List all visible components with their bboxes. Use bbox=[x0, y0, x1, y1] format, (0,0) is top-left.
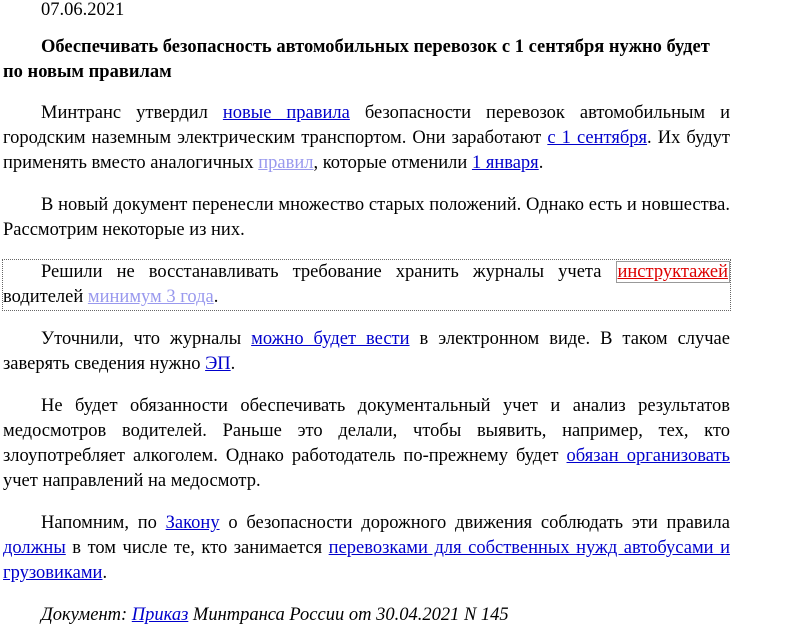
paragraph-6 bbox=[3, 511, 730, 586]
link-minimum-3-years[interactable]: минимум 3 года bbox=[87, 287, 214, 307]
link-rules[interactable]: правил bbox=[258, 153, 314, 173]
text: Уточнили, что журналы bbox=[41, 329, 252, 349]
text: , которые отменили bbox=[313, 153, 472, 173]
text: водителей bbox=[3, 287, 88, 307]
text: . bbox=[230, 354, 236, 374]
paragraph-4 bbox=[3, 327, 730, 377]
text: Документ: bbox=[41, 605, 132, 625]
text: Не будет обязанности обеспечивать документальный учет и анализ результатов медосмотров водителей. Раньше это делали, чтобы выявить, например, тех, кто злоупотребляет алкоголем. Однако работодатель по-прежнему будет bbox=[3, 396, 730, 466]
link-can-be-kept[interactable]: можно будет вести bbox=[251, 329, 410, 349]
text: . bbox=[102, 563, 108, 583]
text: в электронном виде. В таком случае заверять сведения нужно bbox=[3, 329, 730, 374]
link-own-needs-transport[interactable]: перевозками для собственных нужд автобусами и грузовиками bbox=[3, 538, 730, 583]
text: Минтранс утвердил bbox=[41, 103, 223, 123]
paragraph-2 bbox=[3, 193, 730, 243]
link-new-rules[interactable]: новые правила bbox=[222, 103, 350, 123]
text: . Их будут применять вместо аналогичных bbox=[3, 128, 730, 173]
link-january-1[interactable]: 1 января bbox=[471, 153, 539, 173]
link-order[interactable]: Приказ bbox=[131, 605, 189, 625]
link-ep[interactable]: ЭП bbox=[205, 354, 231, 374]
text: о безопасности дорожного движения соблюдать эти правила bbox=[219, 513, 730, 533]
text: Решили не восстанавливать требование хранить журналы учета bbox=[41, 262, 616, 282]
text: . bbox=[213, 287, 219, 307]
text: учет направлений на медосмотр. bbox=[3, 471, 261, 491]
text: Минтранса России от 30.04.2021 N 145 bbox=[188, 605, 509, 625]
text: в том числе те, кто занимается bbox=[65, 538, 329, 558]
paragraph-3 bbox=[3, 260, 730, 310]
text: . bbox=[538, 153, 544, 173]
document-title: Обеспечивать безопасность автомобильных перевозок с 1 сентября нужно будет по новым правилам bbox=[3, 37, 710, 82]
paragraph-1 bbox=[3, 101, 730, 176]
text: Напомним, по bbox=[41, 513, 166, 533]
document-date: 07.06.2021 bbox=[41, 0, 125, 20]
text: безопасности перевозок автомобильным и городским наземным электрическим транспортом. Они заработают bbox=[3, 103, 731, 148]
text: В новый документ перенесли множество старых положений. Однако есть и новшества. Рассмотрим некоторые из них. bbox=[3, 195, 730, 240]
paragraph-5 bbox=[3, 394, 730, 494]
link-instructions[interactable]: инструктажей bbox=[617, 262, 728, 282]
link-obliged-to-organize[interactable]: обязан организовать bbox=[566, 446, 730, 466]
document-source bbox=[3, 603, 730, 628]
document bbox=[3, 0, 730, 628]
link-must[interactable]: должны bbox=[3, 538, 66, 558]
link-law[interactable]: Закону bbox=[165, 513, 220, 533]
link-from-september-1[interactable]: с 1 сентября bbox=[547, 128, 648, 148]
